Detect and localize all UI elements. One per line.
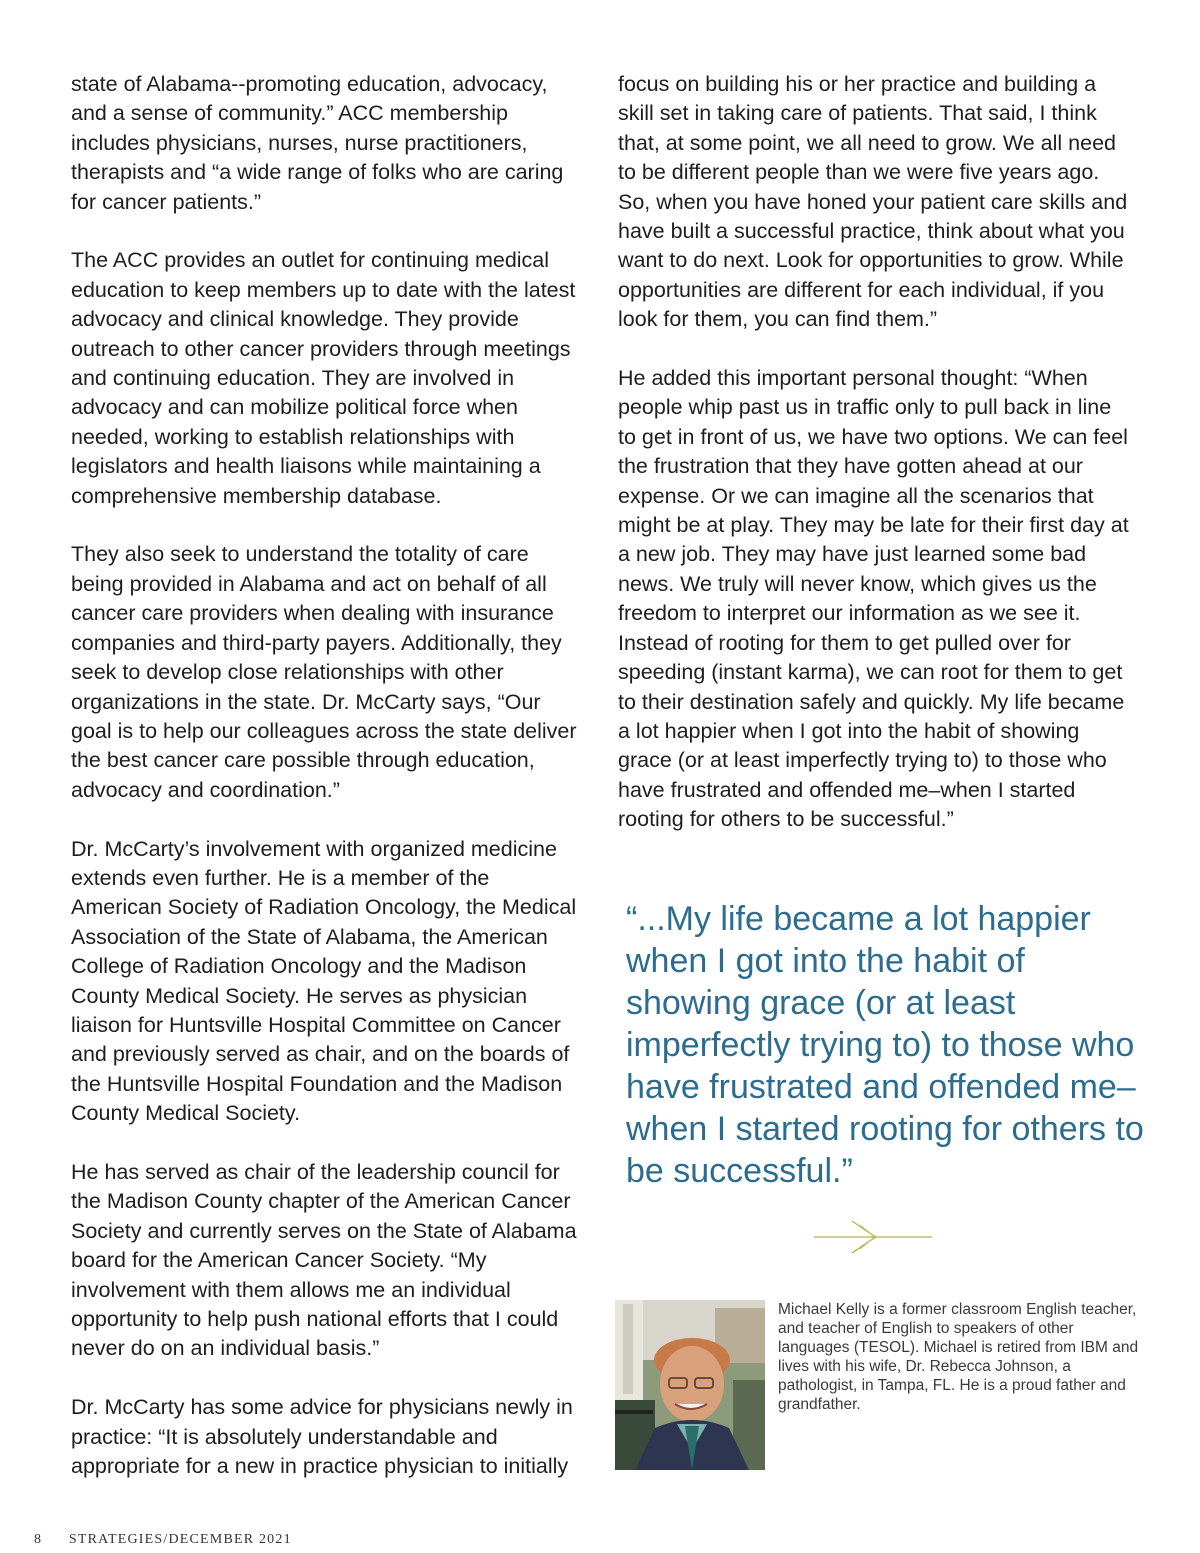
paragraph: focus on building his or her practice and building a skill set in taking care of patients. That said, I think that, at some point, we all need to grow. We all need to be different people than we were five years ago. So, when you have honed your patient care skills and have built a successful practice, think about what you want to do next. Look for opportunities to grow. While opportunities are different for each individual, if you look for them, you can find them.” [618, 72, 1128, 332]
paragraph: state of Alabama--promoting education, advocacy, and a sense of community.” ACC membership includes physicians, nurses, nurse practitioners, therapists and “a wide range of folks who are caring for cancer patients.” [71, 72, 564, 214]
paragraph: The ACC provides an outlet for continuing medical education to keep members up to date with the latest advocacy and clinical knowledge. They provide outreach to other cancer providers through meetings and continuing education. They are involved in advocacy and can mobilize political force when needed, working to establish relationships with legislators and health liaisons while maintaining a comprehensive membership database. [71, 248, 576, 508]
paragraph: Dr. McCarty’s involvement with organized medicine extends even further. He is a member of the American Society of Radiation Oncology, the Medical Association of the State of Alabama, the American College of Radiation Oncology and the Madison County Medical Society. He serves as physician liaison for Huntsville Hospital Committee on Cancer and previously served as chair, and on the boards of the Huntsville Hospital Foundation and the Madison County Medical Society. [71, 836, 577, 1126]
pull-quote: “...My life became a lot happier when I got into the habit of showing grace (or at least imperfectly trying to) to those who have frustrated and offended me–when I started rooting for others to be successful.” [626, 900, 1144, 1190]
page-footer [34, 1532, 292, 1548]
paragraph: Dr. McCarty has some advice for physicians newly in practice: “It is absolutely understandable and appropriate for a new in practice physician to initially [71, 1395, 573, 1479]
left-column [71, 70, 583, 1481]
paragraph: He added this important personal thought: “When people whip past us in traffic only to pull back in line to get in front of us, we have two options. We can feel the frustration that they have gotten ahead at our expense. Or we can imagine all the scenarios that might be at play. They may be late for their first day at a new job. They may have just learned some bad news. We truly will never know, which gives us the freedom to interpret our information as we see it. Instead of rooting for them to get pulled over for speeding (instant karma), we can root for them to get to their destination safely and quickly. My life became a lot happier when I got into the habit of showing grace (or at least imperfectly trying to) to those who have frustrated and offended me–when I started rooting for others to be successful.” [618, 366, 1129, 832]
paragraph: He has served as chair of the leadership council for the Madison County chapter of the American Cancer Society and currently serves on the State of Alabama board for the American Cancer Society. “My involvement with them allows me an individual opportunity to help push national efforts that I could never do on an individual basis.” [71, 1159, 577, 1361]
arrow-flourish-icon [814, 1217, 932, 1257]
right-column [618, 70, 1130, 835]
author-bio: Michael Kelly is a former classroom English teacher, and teacher of English to speakers of other languages (TESOL). Michael is retired from IBM and lives with his wife, Dr. Rebecca Johnson, a pathologist, in Tampa, FL. He is a proud father and grandfather. [778, 1301, 1139, 1413]
publication-name: STRATEGIES/DECEMBER 2021 [68, 1532, 292, 1547]
author-photo [615, 1300, 765, 1470]
page-number: 8 [34, 1532, 43, 1547]
paragraph: They also seek to understand the totality of care being provided in Alabama and act on behalf of all cancer care providers when dealing with insurance companies and third-party payers. Additionally, they seek to develop close relationships with other organizations in the state. Dr. McCarty says, “Our goal is to help our colleagues across the state deliver the best cancer care possible through education, advocacy and coordination.” [71, 542, 577, 802]
